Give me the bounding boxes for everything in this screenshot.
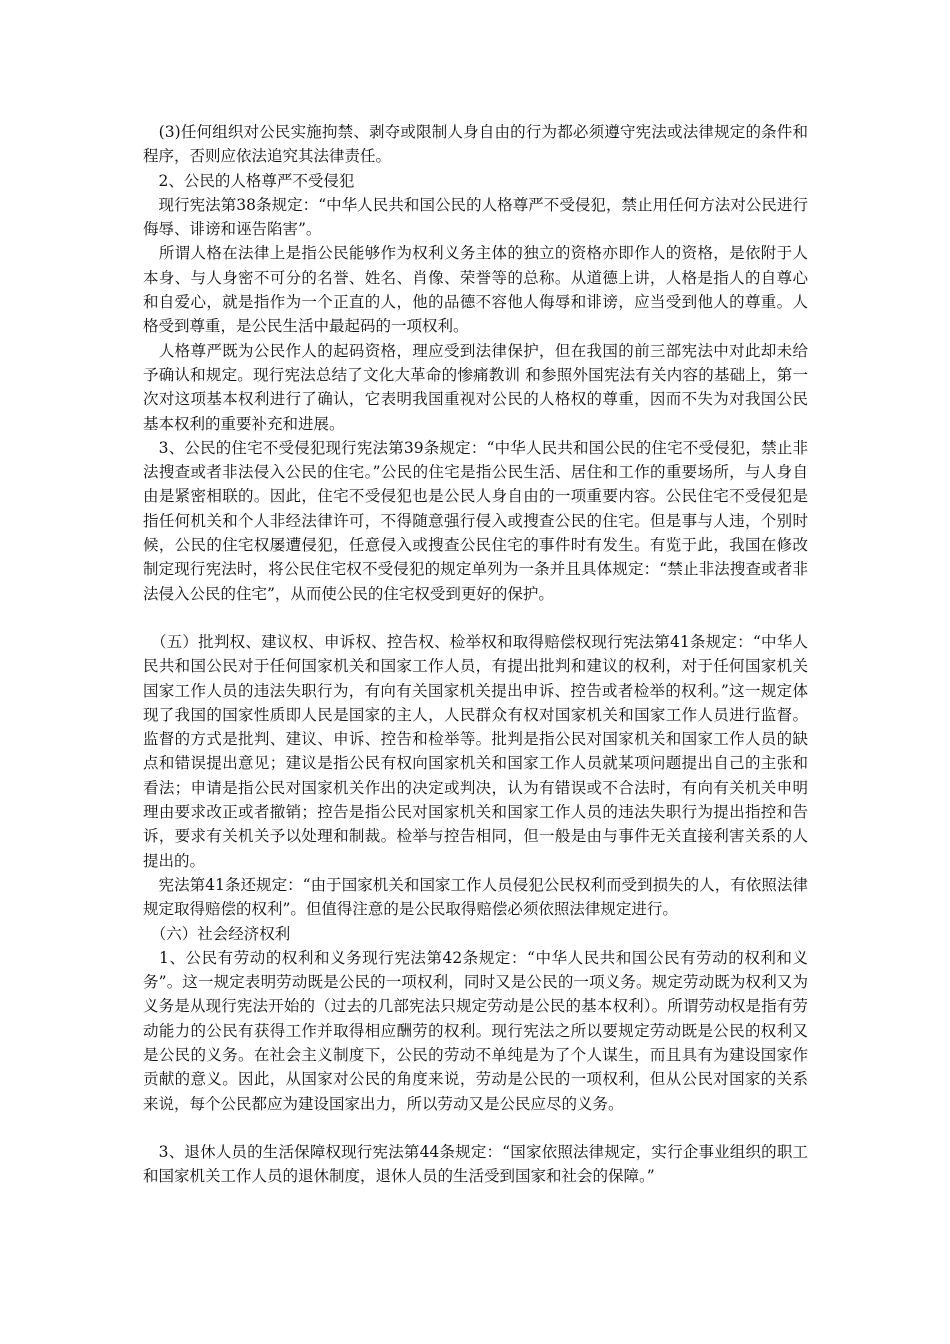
paragraph-article-38: 现行宪法第38条规定：“中华人民共和国公民的人格尊严不受侵犯，禁止用任何方法对公民进行侮辱、诽谤和诬告陷害”。 — [143, 195, 808, 239]
paragraph-residence-inviolable: 3、公民的住宅不受侵犯现行宪法第39条规定：“中华人民共和国公民的住宅不受侵犯，禁止非法搜查或者非法侵入公民的住宅。”公民的住宅是指公民生活、居住和工作的重要场所，与人身自由是紧密相联的。因此，住宅不受侵犯也是公民人身自由的一项重要内容。公民住宅不受侵犯是指任何机关和个人非经法律许可，不得随意强行侵入或搜查公民的住宅。但是事与人违，个别时候，公民的住宅权屡遭侵犯，任意侵入或搜查公民住宅的事件时有发生。有览于此，我国在修改制定现行宪法时，将公民住宅权不受侵犯的规定单列为一条并且具体规定：“禁止非法搜查或者非法侵入公民的住宅”，从而使公民的住宅权受到更好的保护。 — [143, 438, 808, 603]
paragraph-labor-rights: 1、公民有劳动的权利和义务现行宪法第42条规定：“中华人民共和国公民有劳动的权利和义务”。这一规定表明劳动既是公民的一项权利，同时又是公民的一项义务。规定劳动既为权利又为义务是从现行宪法开始的（过去的几部宪法只规定劳动是公民的基本权利）。所谓劳动权是指有劳动能力的公民有获得工作并取得相应酬劳的权利。现行宪法之所以要规定劳动既是公民的权利又是公民的义务。在社会主义制度下，公民的劳动不单纯是为了个人谋生，而且具有为建设国家作贡献的意义。因此，从国家对公民的角度来说，劳动是公民的一项权利，但从公民对国家的关系来说，每个公民都应为建设国家出力，所以劳动又是公民应尽的义务。 — [143, 948, 808, 1113]
heading-socio-economic-rights: （六）社会经济权利 — [143, 924, 291, 943]
paragraph-criticism-rights: （五）批判权、建议权、申诉权、控告权、检举权和取得赔偿权现行宪法第41条规定：“中华人民共和国公民对于任何国家机关和国家工作人员，有提出批判和建议的权利，对于任何国家机关国家工作人员的违法失职行为，有向有关国家机关提出申诉、控告或者检举的权利。”这一规定体现了我国的国家性质即人民是国家的主人，人民群众有权对国家机关和国家工作人员进行监督。监督的方式是批判、建议、申诉、控告和检举等。批判是指公民对国家机关和国家工作人员的缺点和错误提出意见；建议是指公民有权向国家机关和国家工作人员就某项问题提出自己的主张和看法；申请是指公民对国家机关作出的决定或判决，认为有错误或不合法时，有向有关机关申明理由要求改正或者撤销；控告是指公民对国家机关和国家工作人员的违法失职行为提出指控和告诉，要求有关机关予以处理和制裁。检举与控告相同，但一般是由与事件无关直接利害关系的人提出的。 — [143, 632, 808, 870]
blank-line — [143, 1116, 808, 1140]
paragraph-personal-freedom-clause-3: (3)任何组织对公民实施拘禁、剥夺或限制人身自由的行为都必须遵守宪法或法律规定的条件和程序，否则应依法追究其法律责任。 — [143, 123, 808, 166]
paragraph-dignity-history: 人格尊严既为公民作人的起码资格，理应受到法律保护，但在我国的前三部宪法中对此却未给予确认和规定。现行宪法总结了文化大革命的惨痛教训 和参照外国宪法有关内容的基础上，第一次对这项基本权利进行了确认，它表明我国重视对公民的人格权的尊重，因而不失为对我国公民基本权利的重要补充和进展。 — [143, 341, 808, 433]
paragraph-compensation-right: 宪法第41条还规定：“由于国家机关和国家工作人员侵犯公民权利而受到损失的人，有依照法律规定取得赔偿的权利”。但值得注意的是公民取得赔偿必须依照法律规定进行。 — [143, 875, 808, 919]
blank-line — [143, 606, 808, 630]
heading-personal-dignity: 2、公民的人格尊严不受侵犯 — [143, 171, 355, 190]
document-body — [143, 120, 808, 1188]
paragraph-personality-definition: 所谓人格在法律上是指公民能够作为权利义务主体的独立的资格亦即作人的资格，是依附于人本身、与人身密不可分的名誉、姓名、肖像、荣誉等的总称。从道德上讲，人格是指人的自尊心和自爱心，就是指作为一个正直的人，他的品德不容他人侮辱和诽谤，应当受到他人的尊重。人格受到尊重，是公民生活中最起码的一项权利。 — [143, 244, 808, 336]
paragraph-retiree-security: 3、退休人员的生活保障权现行宪法第44条规定：“国家依照法律规定，实行企事业组织的职工和国家机关工作人员的退休制度，退休人员的生活受到国家和社会的保障。” — [143, 1142, 808, 1186]
